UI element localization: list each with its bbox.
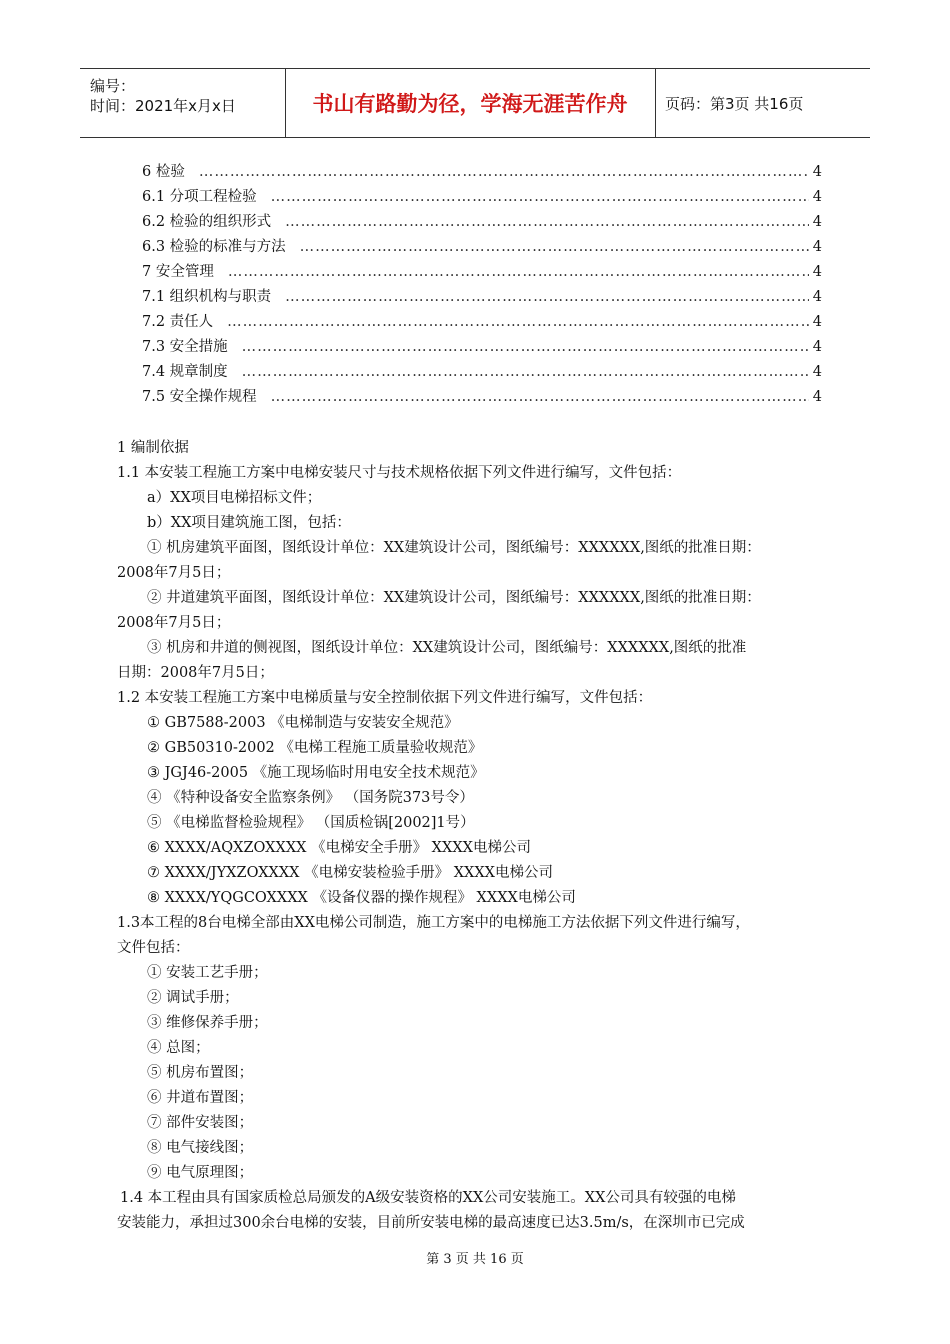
toc-title: 7 安全管理 [142, 264, 214, 280]
toc-leader [199, 164, 809, 180]
toc-leader [228, 264, 809, 280]
toc-title: 7.1 组织机构与职责 [142, 289, 272, 305]
list-item: ⑧ 电气接线图； [147, 1140, 254, 1156]
paragraph-line: 文件包括： [117, 940, 190, 956]
toc-entry [142, 335, 822, 359]
motto: 书山有路勤为径，学海无涯苦作舟 [285, 69, 656, 137]
toc-title: 6 检验 [142, 164, 185, 180]
toc-page: 4 [812, 389, 822, 405]
list-item: ⑤ 机房布置图； [147, 1065, 254, 1081]
paragraph-line: 2008年7月5日； [117, 565, 231, 581]
toc-entry [142, 260, 822, 284]
toc-entry [142, 310, 822, 334]
list-item: ① 机房建筑平面图，图纸设计单位：XX建筑设计公司，图纸编号：XXXXXX,图纸的批准日期： [147, 540, 761, 556]
toc-entry [142, 160, 822, 184]
list-item: ④ 《特种设备安全监察条例》 （国务院373号令） [147, 790, 474, 806]
section-heading: 1 编制依据 [117, 440, 189, 456]
toc-entry [142, 285, 822, 309]
toc-title: 7.2 责任人 [142, 314, 214, 330]
date-label: 时间：2021年x月x日 [90, 97, 236, 115]
list-item: ⑦ 部件安装图； [147, 1115, 254, 1131]
page-header [80, 68, 870, 138]
paragraph-line: 日期：2008年7月5日； [117, 665, 274, 681]
list-item: ① GB7588-2003 《电梯制造与安装安全规范》 [147, 715, 459, 731]
toc-page: 4 [812, 364, 822, 380]
list-item: ③ 维修保养手册； [147, 1015, 268, 1031]
toc-page: 4 [812, 339, 822, 355]
list-item: ③ JGJ46-2005 《施工现场临时用电安全技术规范》 [147, 765, 485, 781]
list-item: ⑥ 井道布置图； [147, 1090, 254, 1106]
list-item: ⑧ XXXX/YQGCOXXXX 《设备仪器的操作规程》 XXXX电梯公司 [147, 890, 576, 906]
toc-page: 4 [812, 239, 822, 255]
toc-entry [142, 385, 822, 409]
paragraph-line: 1.2 本安装工程施工方案中电梯质量与安全控制依据下列文件进行编写，文件包括： [117, 690, 653, 706]
toc-leader [242, 339, 809, 355]
paragraph-line: 1.4 本工程由具有国家质检总局颁发的A级安装资格的XX公司安装施工。XX公司具有较强的电梯 [120, 1190, 736, 1206]
toc-page: 4 [812, 314, 822, 330]
header-meta-cell [80, 69, 286, 137]
page-indicator: 页码：第3页 共16页 [665, 94, 804, 113]
list-item: ⑤ 《电梯监督检验规程》 （国质检锅[2002]1号） [147, 815, 475, 831]
list-item: ② GB50310-2002 《电梯工程施工质量验收规范》 [147, 740, 483, 756]
paragraph-line: 1.3本工程的8台电梯全部由XX电梯公司制造，施工方案中的电梯施工方法依据下列文件进行编写， [117, 915, 750, 931]
list-item: ② 调试手册； [147, 990, 239, 1006]
toc-leader [227, 314, 809, 330]
list-item: ⑥ XXXX/AQXZOXXXX 《电梯安全手册》 XXXX电梯公司 [147, 840, 531, 856]
list-item: ③ 机房和井道的侧视图，图纸设计单位：XX建筑设计公司，图纸编号：XXXXXX,图纸的批准 [147, 640, 747, 656]
toc-page: 4 [812, 214, 822, 230]
number-label: 编号： [90, 77, 136, 95]
toc-entry [142, 360, 822, 384]
list-item: ⑨ 电气原理图； [147, 1165, 254, 1181]
list-item: ⑦ XXXX/JYXZOXXXX 《电梯安装检验手册》 XXXX电梯公司 [147, 865, 553, 881]
list-item: a）XX项目电梯招标文件； [147, 490, 322, 506]
toc-title: 6.1 分项工程检验 [142, 189, 257, 205]
toc-entry [142, 210, 822, 234]
paragraph-line: 2008年7月5日； [117, 615, 231, 631]
paragraph-line: 安装能力，承担过300余台电梯的安装，目前所安装电梯的最高速度已达3.5m/s，在深圳市已完成 [117, 1215, 745, 1231]
paragraph-line: 1.1 本安装工程施工方案中电梯安装尺寸与技术规格依据下列文件进行编写，文件包括： [117, 465, 682, 481]
page-footer: 第 3 页 共 16 页 [426, 1252, 524, 1267]
list-item: b）XX项目建筑施工图，包括： [147, 515, 351, 531]
toc-page: 4 [812, 264, 822, 280]
list-item: ② 井道建筑平面图，图纸设计单位：XX建筑设计公司，图纸编号：XXXXXX,图纸的批准日期： [147, 590, 761, 606]
toc-title: 6.2 检验的组织形式 [142, 214, 272, 230]
toc-title: 6.3 检验的标准与方法 [142, 239, 286, 255]
toc-leader [300, 239, 809, 255]
toc-page: 4 [812, 189, 822, 205]
toc-leader [285, 289, 809, 305]
toc-page: 4 [812, 289, 822, 305]
toc-leader [271, 389, 809, 405]
toc-title: 7.5 安全操作规程 [142, 389, 257, 405]
list-item: ④ 总图； [147, 1040, 210, 1056]
toc-title: 7.3 安全措施 [142, 339, 228, 355]
toc-entry [142, 185, 822, 209]
toc-title: 7.4 规章制度 [142, 364, 228, 380]
list-item: ① 安装工艺手册； [147, 965, 268, 981]
toc-leader [285, 214, 809, 230]
toc-leader [271, 189, 809, 205]
toc-entry [142, 235, 822, 259]
toc-leader [242, 364, 809, 380]
toc-page: 4 [812, 164, 822, 180]
